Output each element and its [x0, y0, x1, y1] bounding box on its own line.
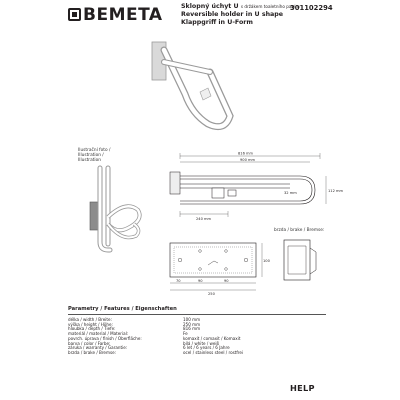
product-title-block — [181, 3, 300, 27]
illustration-photo — [78, 162, 148, 257]
product-name-de: Klappgriff in U-Form — [181, 19, 253, 26]
dim-inner-length: 900 mm — [240, 157, 256, 162]
parameter-row: materiál / material / Material: Fe — [68, 331, 188, 337]
logo-mark-icon — [68, 8, 81, 21]
parameters-divider — [68, 314, 326, 315]
footer-category-label: HELP — [290, 383, 315, 393]
parameters-title: Parametry / Features / Eigenschaften — [68, 306, 177, 312]
parameter-row: povrch. úprava / finish / Oberfläche: komaxit / comaxit / Komaxit — [68, 335, 241, 341]
product-photo — [60, 28, 400, 138]
technical-drawing-wall-plate — [160, 235, 270, 300]
dim-plate-height: 100 — [263, 259, 270, 263]
parameter-row: brzda / brake / Bremse: ocel / stainless steel / rostfrei — [68, 349, 244, 355]
dim-hole-spacing-1: 70 — [176, 279, 181, 283]
parameter-row: barva / color / Farbe: bílá / white / weiß — [68, 340, 220, 346]
dim-height: 112 mm — [328, 189, 344, 193]
illustration-caption: Ilustrační foto / Illustration / Illustration — [78, 148, 111, 164]
dim-hole-spacing-3: 90 — [224, 279, 229, 283]
product-name-en: Reversible holder in U shape — [181, 11, 284, 18]
brand-name: BEMETA — [83, 5, 163, 25]
brake-caption: brzda / brake / Bremse: — [274, 228, 325, 233]
brake-drawing — [278, 236, 328, 288]
parameter-row: délka / width / Breite: 100 mm — [68, 317, 201, 322]
parameter-row: hloubka / depth / Tiefe: 816 mm — [68, 326, 201, 332]
dim-diameter: 32 mm — [284, 191, 297, 195]
dim-hole-spacing-2: 90 — [198, 279, 203, 283]
dim-offset: 240 mm — [196, 217, 212, 221]
technical-drawing-top-view — [150, 150, 375, 230]
parameter-row: záruka / warranty / Garantie: 6 let / 6 years / 6 Jahre — [68, 345, 230, 351]
dim-plate-width: 250 — [208, 292, 215, 296]
dim-overall-length: 816 mm — [238, 151, 254, 156]
product-code: 301102294 — [290, 4, 333, 12]
parameter-row: výška / height / Höhe: 250 mm — [68, 321, 201, 327]
parameters-table — [68, 318, 243, 356]
product-name-cz: Sklopný úchyt U s držákem toaletního papíru — [181, 3, 300, 10]
brand-logo — [68, 5, 163, 25]
